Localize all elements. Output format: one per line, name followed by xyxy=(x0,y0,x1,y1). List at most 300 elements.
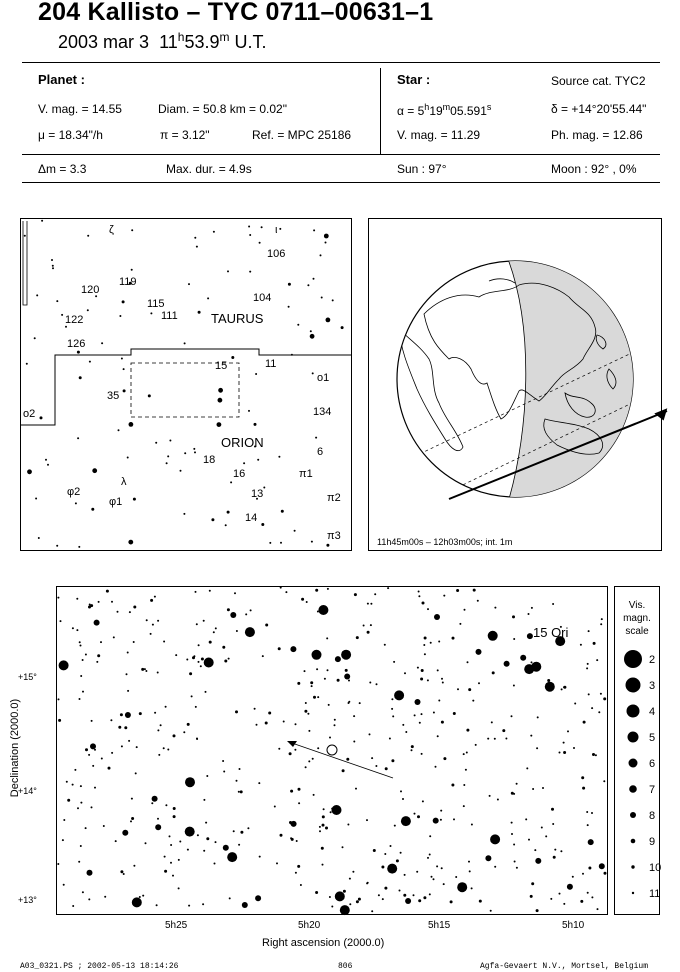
star-dot xyxy=(295,872,297,874)
event-maxdur: Max. dur. = 4.9s xyxy=(166,162,252,176)
star-dot xyxy=(473,589,476,592)
star-dot xyxy=(133,498,136,501)
star-dot xyxy=(123,368,125,370)
star-dot xyxy=(312,650,322,660)
star-dot xyxy=(150,633,152,635)
star-dot xyxy=(531,882,534,885)
star-dot xyxy=(604,872,607,875)
star-dot xyxy=(59,660,69,670)
star-dot xyxy=(157,818,159,820)
star-dot xyxy=(312,758,314,760)
star-dot xyxy=(261,226,263,228)
star-dot xyxy=(335,891,345,901)
star-dot xyxy=(531,661,533,663)
star-dot xyxy=(573,747,575,749)
star-dot xyxy=(442,682,444,684)
star-dot xyxy=(514,861,516,863)
xtick-5h20: 5h20 xyxy=(298,920,321,931)
star-dot xyxy=(334,719,336,721)
star-dot xyxy=(63,884,65,886)
star-dot xyxy=(106,590,109,593)
finder-star-label: 126 xyxy=(67,338,86,350)
star-dot xyxy=(559,752,561,754)
star-dot xyxy=(94,749,96,751)
star-dot xyxy=(27,469,32,474)
star-dot xyxy=(80,645,82,647)
star-dot xyxy=(587,824,589,826)
planet-mu: μ = 18.34"/h xyxy=(38,128,103,142)
scale-label: 7 xyxy=(649,784,656,796)
star-dot xyxy=(347,824,349,826)
star-dot xyxy=(387,587,389,589)
star-dot xyxy=(196,246,198,248)
star-dot xyxy=(211,518,214,521)
star-dot xyxy=(424,637,427,640)
star-vmag: V. mag. = 11.29 xyxy=(397,128,481,142)
divider-vertical xyxy=(380,68,381,154)
scale-dot xyxy=(624,650,642,668)
star-dot xyxy=(76,629,78,631)
star-dot xyxy=(227,852,237,862)
star-dot xyxy=(561,688,563,690)
star-dot xyxy=(532,788,534,790)
star-dot xyxy=(600,693,602,695)
star-dot xyxy=(340,905,350,915)
star-dot xyxy=(169,835,171,837)
star-dot xyxy=(218,398,223,403)
star-dot xyxy=(600,623,602,625)
star-dot xyxy=(490,834,500,844)
star-dot xyxy=(459,623,461,625)
star-dot xyxy=(127,690,129,692)
star-dot xyxy=(370,624,372,626)
star-dot xyxy=(110,719,112,721)
star-dot xyxy=(263,487,265,489)
star-dot xyxy=(298,788,301,791)
star-dot xyxy=(343,890,346,893)
star-dot xyxy=(300,884,302,886)
star-dot xyxy=(513,685,515,687)
star-dot xyxy=(438,700,440,702)
star-dot xyxy=(139,712,142,715)
star-dot xyxy=(213,231,215,233)
star-dot xyxy=(335,656,341,662)
star-dot xyxy=(417,815,420,818)
scale-dot xyxy=(631,865,634,868)
star-dot xyxy=(457,882,467,892)
star-dot xyxy=(40,416,43,419)
star-dot xyxy=(597,908,599,910)
star-dot xyxy=(494,738,496,740)
star-dot xyxy=(236,630,238,632)
star-dot xyxy=(198,311,201,314)
star-dot xyxy=(322,864,324,866)
star-dot xyxy=(193,448,195,450)
star-dot xyxy=(330,811,332,813)
star-dot xyxy=(525,818,527,820)
ytick-15: +15° xyxy=(18,672,37,682)
star-dot xyxy=(154,712,156,714)
star-dot xyxy=(127,457,129,459)
star-dot xyxy=(123,389,126,392)
star-dot xyxy=(301,598,304,601)
star-dot xyxy=(184,452,186,454)
star-dot xyxy=(479,900,482,903)
star-dot xyxy=(411,745,414,748)
star-dot xyxy=(57,597,59,599)
star-dot xyxy=(225,524,227,526)
star-dot xyxy=(332,299,334,301)
star-dot xyxy=(256,724,258,726)
star-dot xyxy=(563,742,565,744)
star-dot xyxy=(170,844,172,846)
star-dot xyxy=(342,769,345,772)
star-dot xyxy=(262,655,264,657)
star-dot xyxy=(367,631,370,634)
scale-label: 8 xyxy=(649,810,656,822)
star-dot xyxy=(250,609,252,611)
star-dot xyxy=(531,607,533,609)
star-dot xyxy=(526,767,528,769)
star-dot xyxy=(321,297,323,299)
finder-star-label: 35 xyxy=(107,390,120,402)
star-dot xyxy=(90,743,96,749)
star-dot xyxy=(311,541,313,543)
star-dot xyxy=(145,842,147,844)
star-dot xyxy=(200,665,202,667)
star-dot xyxy=(240,790,243,793)
star-dot xyxy=(118,429,120,431)
star-dot xyxy=(530,735,532,737)
star-dot xyxy=(185,777,195,787)
star-dot xyxy=(440,810,442,812)
scale-dot xyxy=(630,812,636,818)
footer-page: 806 xyxy=(338,962,353,971)
star-dot xyxy=(101,758,103,760)
star-dot xyxy=(453,712,456,715)
star-dot xyxy=(402,798,404,800)
event-minute: 53.9 xyxy=(184,32,220,52)
star-dot xyxy=(329,737,331,739)
star-dot xyxy=(88,754,90,756)
star-dot xyxy=(332,805,342,815)
star-dot xyxy=(223,771,225,773)
star-dot xyxy=(552,603,554,605)
star-dot xyxy=(236,780,238,782)
star-dot xyxy=(194,451,196,453)
star-dot xyxy=(513,793,515,795)
star-dot xyxy=(315,437,317,439)
star-dot xyxy=(145,670,147,672)
star-dot xyxy=(441,678,443,680)
star-dot xyxy=(423,644,425,646)
star-dot xyxy=(315,589,318,592)
star-dot xyxy=(356,636,359,639)
star-dot xyxy=(75,502,77,504)
star-dot xyxy=(466,729,469,732)
event-sun: Sun : 97° xyxy=(397,162,447,176)
star-dot xyxy=(158,754,160,756)
star-dot xyxy=(328,704,330,706)
star-dot xyxy=(87,870,93,876)
star-dot xyxy=(322,824,325,827)
star-dot xyxy=(583,721,586,724)
star-dot xyxy=(494,607,496,609)
star-dot xyxy=(403,824,405,826)
star-dot xyxy=(429,854,431,856)
star-dot xyxy=(304,670,306,672)
star-dot xyxy=(595,754,597,756)
star-dot xyxy=(24,235,26,237)
star-dot xyxy=(35,498,37,500)
star-dot xyxy=(245,627,255,637)
star-dot xyxy=(154,596,156,598)
event-hour: 11 xyxy=(159,32,178,52)
star-dot xyxy=(319,830,321,832)
star-dot xyxy=(401,816,411,826)
star-dot xyxy=(592,753,595,756)
star-dot xyxy=(257,459,259,461)
star-dot xyxy=(280,834,283,837)
star-dot xyxy=(127,652,129,654)
ytick-14: +14° xyxy=(18,786,37,796)
star-dot xyxy=(65,326,67,328)
star-dot xyxy=(178,859,180,861)
star-dot xyxy=(587,663,589,665)
star-dot xyxy=(128,540,133,545)
star-dot xyxy=(291,354,293,356)
star-dot xyxy=(118,726,121,729)
star-dot xyxy=(355,788,357,790)
star-dot xyxy=(239,768,241,770)
finder-star-label: ο1 xyxy=(317,372,330,384)
star-dot xyxy=(187,723,190,726)
star-dot xyxy=(430,642,432,644)
star-dot xyxy=(457,688,459,690)
finder-star-label: 14 xyxy=(245,512,258,524)
star-dot xyxy=(234,592,236,594)
star-dot xyxy=(456,589,459,592)
star-dot xyxy=(402,724,404,726)
star-dot xyxy=(91,720,93,722)
star-dot xyxy=(195,591,197,593)
star-dot xyxy=(387,864,397,874)
star-dot xyxy=(491,721,493,723)
star-dot xyxy=(119,315,121,317)
star-dot xyxy=(322,815,325,818)
star-dot xyxy=(57,863,59,865)
star-dot xyxy=(131,817,134,820)
star-dot xyxy=(97,654,100,657)
finder-star-label: π1 xyxy=(299,468,313,480)
star-dot xyxy=(173,815,176,818)
star-dot xyxy=(203,799,205,801)
star-dot xyxy=(130,820,132,822)
star-delta: δ = +14°20'55.44" xyxy=(551,102,647,116)
star-dot xyxy=(436,865,438,867)
star-dot xyxy=(163,641,165,643)
star-dot xyxy=(353,741,355,743)
star-dot xyxy=(45,459,47,461)
star-dot xyxy=(466,752,468,754)
star-dot xyxy=(586,811,588,813)
star-dot xyxy=(248,410,250,412)
star-dot xyxy=(77,807,79,809)
star-dot xyxy=(279,228,281,230)
star-dot xyxy=(419,722,421,724)
star-dot xyxy=(418,595,420,597)
star-dot xyxy=(169,440,171,442)
star-dot xyxy=(67,799,70,802)
star-dot xyxy=(157,729,159,731)
star-dot xyxy=(166,462,168,464)
star-dot xyxy=(325,242,327,244)
star-dot xyxy=(530,895,533,898)
star-dot xyxy=(122,830,128,836)
star-dot xyxy=(120,713,123,716)
star-dot xyxy=(477,600,479,602)
star-dot xyxy=(87,235,89,237)
star-dot xyxy=(288,283,291,286)
target-marker xyxy=(327,745,337,755)
star-dot xyxy=(243,462,245,464)
finder-star-label: 106 xyxy=(267,248,286,260)
star-dot xyxy=(421,669,424,672)
star-dot xyxy=(203,850,205,852)
star-dot xyxy=(422,800,424,802)
star-dot xyxy=(76,598,78,600)
scale-dot xyxy=(632,892,634,894)
star-dot xyxy=(183,513,185,515)
star-dot xyxy=(56,545,58,547)
star-dot xyxy=(563,903,565,905)
star-dot xyxy=(179,841,181,843)
star-dot xyxy=(393,661,395,663)
star-dot xyxy=(587,892,589,894)
star-dot xyxy=(129,611,131,613)
star-dot xyxy=(290,823,292,825)
star-dot xyxy=(164,856,166,858)
detail-chart-svg xyxy=(57,587,607,914)
star-dot xyxy=(192,656,195,659)
scale-dot xyxy=(631,839,636,844)
star-dot xyxy=(441,721,444,724)
star-dot xyxy=(278,456,280,458)
star-dot xyxy=(348,680,350,682)
star-dot xyxy=(603,697,606,700)
star-dot xyxy=(74,769,76,771)
star-dot xyxy=(215,841,217,843)
scale-label: 6 xyxy=(649,758,656,770)
star-dot xyxy=(227,511,230,514)
star-dot xyxy=(223,845,229,851)
star-dot xyxy=(326,318,331,323)
star-dot xyxy=(464,609,466,611)
star-dot xyxy=(215,627,217,629)
star-dot xyxy=(92,468,97,473)
star-dot xyxy=(374,593,376,595)
star-dot xyxy=(117,611,119,613)
star-dot xyxy=(82,691,84,693)
star-dot xyxy=(593,642,596,645)
star-dot xyxy=(51,259,53,261)
star-dot xyxy=(588,867,591,870)
star-dot xyxy=(516,783,518,785)
star-dot xyxy=(92,765,94,767)
star-dot xyxy=(150,312,152,314)
star-dot xyxy=(440,819,442,821)
star-dot xyxy=(297,682,300,685)
star-dot xyxy=(214,863,216,865)
star-dot xyxy=(476,649,482,655)
star-dot xyxy=(389,738,391,740)
star-dot xyxy=(385,767,388,770)
star-dot xyxy=(311,685,313,687)
scale-label: 10 xyxy=(649,862,662,874)
finder-star-label: π2 xyxy=(327,492,341,504)
star-dot xyxy=(152,796,158,802)
star-dot xyxy=(290,837,292,839)
star-dot xyxy=(363,625,365,627)
star-dot xyxy=(38,537,40,539)
star-dot xyxy=(305,766,307,768)
star-dot xyxy=(455,876,457,878)
star-dot xyxy=(280,542,282,544)
star-dot xyxy=(443,595,445,597)
star-dot xyxy=(327,588,329,590)
star-dot xyxy=(146,619,148,621)
star-dot xyxy=(371,910,373,912)
star-dot xyxy=(423,896,426,899)
star-dot xyxy=(580,644,582,646)
finder-star-label: 119 xyxy=(119,276,137,288)
star-dot xyxy=(310,330,312,332)
star-dot xyxy=(475,744,477,746)
star-dot xyxy=(384,887,387,890)
star-dot xyxy=(283,721,285,723)
star-dot xyxy=(582,787,585,790)
star-dot xyxy=(156,904,158,906)
star-dot xyxy=(194,237,196,239)
star-dot xyxy=(366,882,368,884)
event-dm: Δm = 3.3 xyxy=(38,162,87,176)
star-dot xyxy=(85,827,87,829)
star-dot xyxy=(188,905,190,907)
star-dot xyxy=(133,641,135,643)
star-dot xyxy=(342,846,344,848)
star-dot xyxy=(306,601,308,603)
star-dot xyxy=(247,827,249,829)
star-dot xyxy=(371,757,373,759)
star-dot xyxy=(560,850,562,852)
scale-label: 5 xyxy=(649,732,656,744)
star-dot xyxy=(91,806,93,808)
star-dot xyxy=(124,726,127,729)
star-dot xyxy=(131,798,133,800)
star-dot xyxy=(276,862,278,864)
star-dot xyxy=(52,265,54,267)
star-dot xyxy=(528,613,530,615)
star-dot xyxy=(469,870,471,872)
path-line xyxy=(289,742,393,778)
star-dot xyxy=(78,861,80,863)
star-dot xyxy=(452,637,455,640)
star-dot xyxy=(296,840,298,842)
star-dot xyxy=(265,722,268,725)
star-dot xyxy=(94,620,100,626)
star-dot xyxy=(152,624,154,626)
star-dot xyxy=(552,823,554,825)
